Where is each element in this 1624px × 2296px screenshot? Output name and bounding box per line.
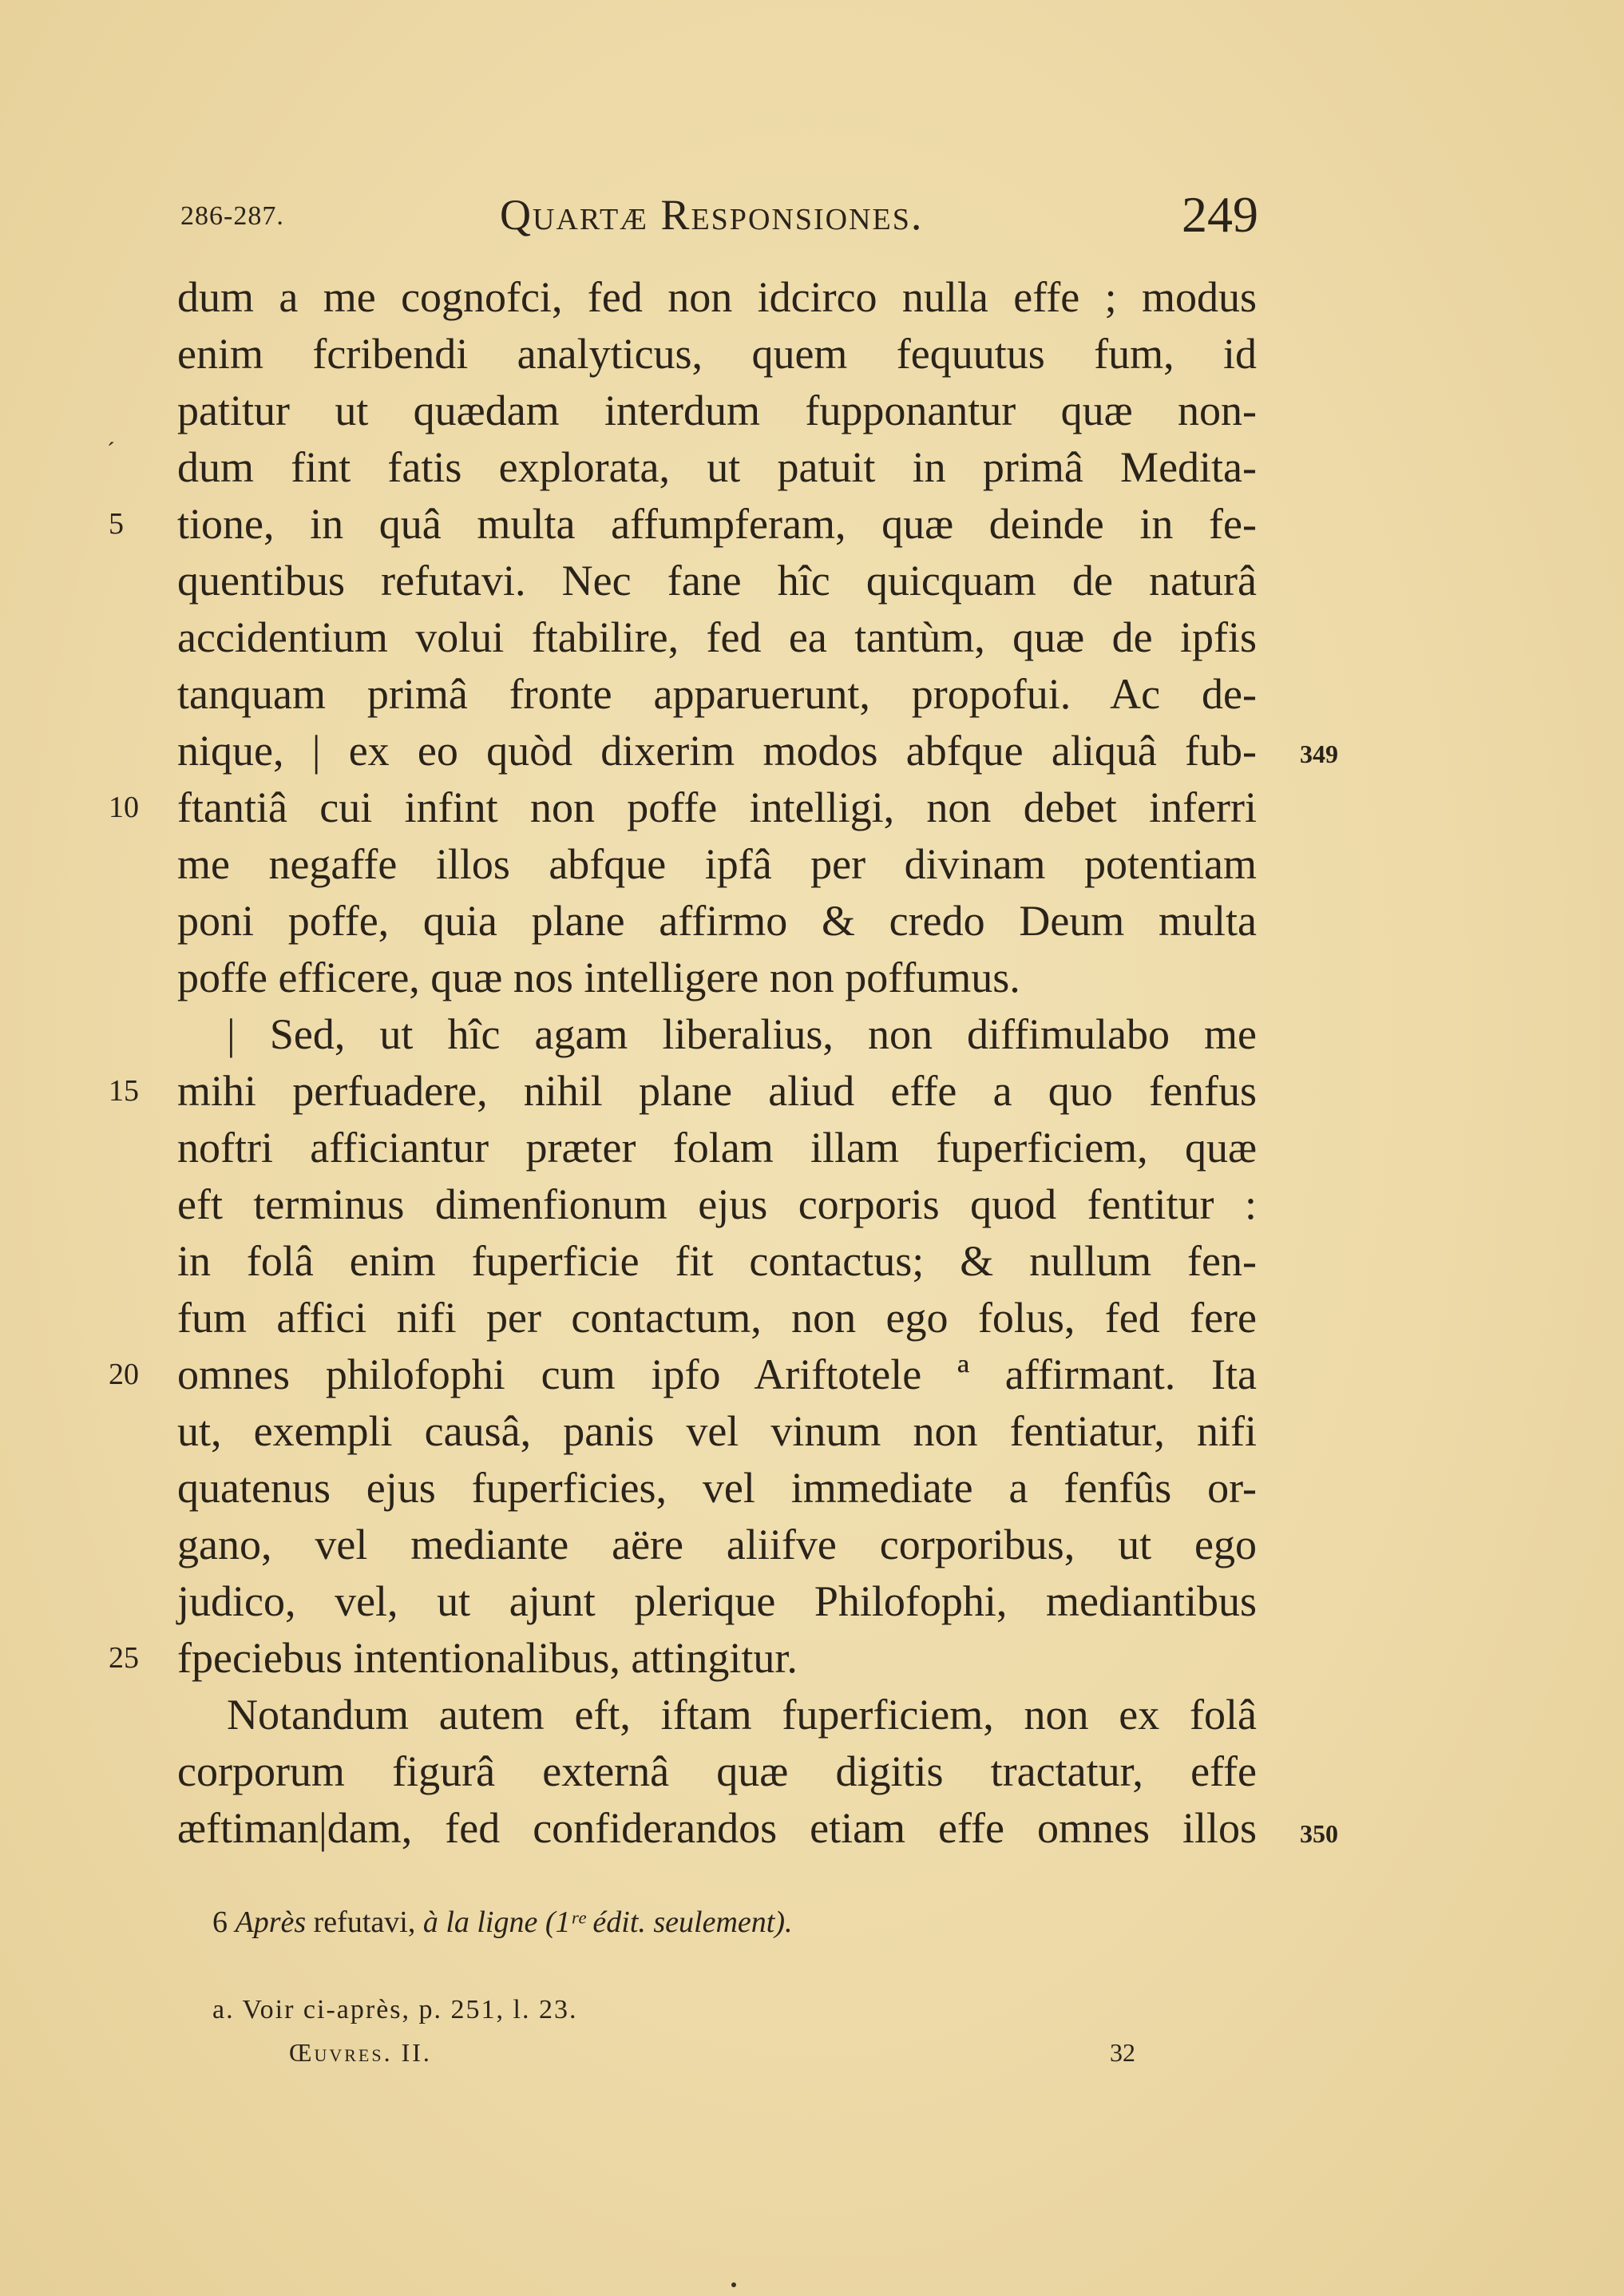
variant-line-number: 6	[212, 1905, 228, 1939]
text-line: nique, | ex eo quòd dixerim modos abfque aliquâ fub-	[177, 727, 1257, 775]
text-line: Notandum autem eft, iftam fuperficiem, non ex folâ	[227, 1691, 1257, 1739]
text-line: ut, exempli causâ, panis vel vinum non fentiatur, nifi	[177, 1407, 1257, 1455]
text-line: noftri afficiantur præter folam illam fuperficiem, quæ	[177, 1124, 1257, 1172]
text-line: dum fint fatis explorata, ut patuit in primâ Medita-	[177, 443, 1257, 491]
line-number: 10	[109, 791, 139, 824]
footnote: a. Voir ci-après, p. 251, l. 23.	[212, 1995, 578, 2024]
text-line: tione, in quâ multa affumpferam, quæ deinde in fe-	[177, 500, 1257, 548]
text-line: fpeciebus intentionalibus, attingitur.	[177, 1634, 798, 1682]
text-line: gano, vel mediante aëre aliifve corporibus, ut ego	[177, 1521, 1257, 1568]
stray-mark: ´	[107, 438, 115, 464]
text-line: eft terminus dimenfionum ejus corporis quod fentitur :	[177, 1180, 1257, 1228]
text-line: poffe efficere, quæ nos intelligere non poffumus.	[177, 954, 1020, 1001]
line-number: 5	[109, 507, 124, 541]
margin-reference: 349	[1300, 740, 1338, 768]
text-line: omnes philofophi cum ipfo Ariftotele ª affirmant. Ita	[177, 1350, 1257, 1398]
text-line: in folâ enim fuperficie fit contactus; & nullum fen-	[177, 1237, 1257, 1285]
text-line: accidentium volui ftabilire, fed ea tantùm, quæ de ipfis	[177, 613, 1257, 661]
text-line: | Sed, ut hîc agam liberalius, non diffimulabo me	[227, 1010, 1257, 1058]
variant-word: refutavi,	[313, 1905, 416, 1939]
text-line: tanquam primâ fronte apparuerunt, propofui. Ac de-	[177, 670, 1257, 718]
margin-reference: 350	[1300, 1819, 1338, 1848]
text-line: patitur ut quædam interdum fupponantur quæ non-	[177, 387, 1257, 434]
line-number: 25	[109, 1641, 139, 1675]
ink-dot	[731, 2282, 736, 2287]
text-line: ftantiâ cui infint non poffe intelligi, non debet inferri	[177, 783, 1257, 831]
signature-number: 32	[1110, 2038, 1135, 2067]
folio-range: 286-287.	[180, 201, 284, 231]
variant-before: Après	[235, 1905, 307, 1939]
running-title: Quartæ Responsiones.	[500, 191, 924, 239]
text-line: me negaffe illos abfque ipfâ per divinam potentiam	[177, 840, 1257, 888]
text-line: mihi perfuadere, nihil plane aliud effe a quo fenfus	[177, 1067, 1257, 1115]
variant-after: à la ligne (1ʳᵉ édit. seulement).	[422, 1905, 793, 1939]
signature-volume: Œuvres. II.	[289, 2038, 432, 2067]
variant-note	[212, 1905, 793, 1940]
text-line: dum a me cognofci, fed non idcirco nulla effe ; modus	[177, 273, 1257, 321]
text-line: judico, vel, ut ajunt plerique Philofophi, mediantibus	[177, 1577, 1257, 1625]
text-line: fum affici nifi per contactum, non ego folus, fed fere	[177, 1294, 1257, 1342]
line-number: 20	[109, 1358, 139, 1391]
text-line: quatenus ejus fuperficies, vel immediate a fenfûs or-	[177, 1464, 1257, 1512]
line-number: 15	[109, 1074, 139, 1108]
text-line: æftiman|dam, fed confiderandos etiam effe omnes illos	[177, 1804, 1257, 1852]
text-line: quentibus refutavi. Nec fane hîc quicquam de naturâ	[177, 557, 1257, 605]
text-line: poni poffe, quia plane affirmo & credo Deum multa	[177, 897, 1257, 945]
text-line: enim fcribendi analyticus, quem fequutus fum, id	[177, 330, 1257, 378]
page-number: 249	[1182, 186, 1258, 243]
running-header	[180, 186, 1258, 254]
text-line: corporum figurâ externâ quæ digitis tractatur, effe	[177, 1747, 1257, 1795]
